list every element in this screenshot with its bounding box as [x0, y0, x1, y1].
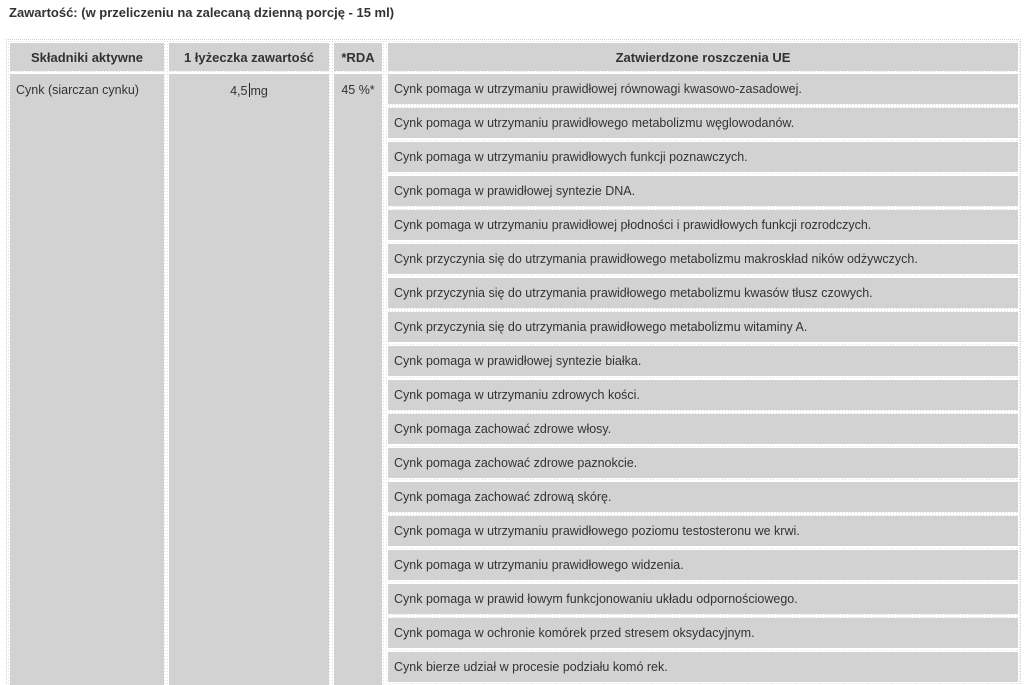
amount-value: 4,5 [230, 84, 248, 98]
header-eu-claims: Zatwierdzone roszczenia UE [388, 43, 1018, 71]
claim-row: Cynk pomaga w ochronie komórek przed stresem oksydacyjnym. [388, 618, 1018, 648]
claim-row: Cynk pomaga w utrzymaniu zdrowych kości. [388, 380, 1018, 410]
rda-cell: 45 %* [334, 74, 382, 685]
claim-row: Cynk pomaga zachować zdrowe paznokcie. [388, 448, 1018, 478]
claim-row: Cynk bierze udział w procesie podziału komó rek. [388, 652, 1018, 682]
claim-row: Cynk pomaga w prawid łowym funkcjonowaniu układu odpornościowego. [388, 584, 1018, 614]
ingredient-cell: Cynk (siarczan cynku) [10, 74, 164, 685]
amount-cell[interactable] [169, 74, 329, 685]
claim-row: Cynk pomaga zachować zdrową skórę. [388, 482, 1018, 512]
header-teaspoon-content: 1 łyżeczka zawartość [169, 43, 329, 71]
text-cursor [249, 83, 250, 97]
claim-row: Cynk pomaga zachować zdrowe włosy. [388, 414, 1018, 444]
claim-row: Cynk pomaga w utrzymaniu prawidłowego metabolizmu węglowodanów. [388, 108, 1018, 138]
claim-row: Cynk pomaga w prawidłowej syntezie białka. [388, 346, 1018, 376]
nutrition-table [6, 39, 1021, 684]
content-heading: Zawartość: (w przeliczeniu na zalecaną dzienną porcję - 15 ml) [9, 5, 395, 20]
amount-unit: mg [250, 84, 268, 98]
claim-row: Cynk pomaga w utrzymaniu prawidłowej płodności i prawidłowych funkcji rozrodczych. [388, 210, 1018, 240]
claim-row: Cynk przyczynia się do utrzymania prawidłowego metabolizmu witaminy A. [388, 312, 1018, 342]
claim-row: Cynk pomaga w utrzymaniu prawidłowego widzenia. [388, 550, 1018, 580]
claim-row: Cynk pomaga w utrzymaniu prawidłowego poziomu testosteronu we krwi. [388, 516, 1018, 546]
claim-row: Cynk pomaga w prawidłowej syntezie DNA. [388, 176, 1018, 206]
claim-row: Cynk pomaga w utrzymaniu prawidłowych funkcji poznawczych. [388, 142, 1018, 172]
header-active-ingredients: Składniki aktywne [10, 43, 164, 71]
claim-row: Cynk przyczynia się do utrzymania prawidłowego metabolizmu kwasów tłusz czowych. [388, 278, 1018, 308]
claim-row: Cynk pomaga w utrzymaniu prawidłowej równowagi kwasowo-zasadowej. [388, 74, 1018, 104]
claim-row: Cynk przyczynia się do utrzymania prawidłowego metabolizmu makroskład ników odżywczych. [388, 244, 1018, 274]
header-rda: *RDA [334, 43, 382, 71]
